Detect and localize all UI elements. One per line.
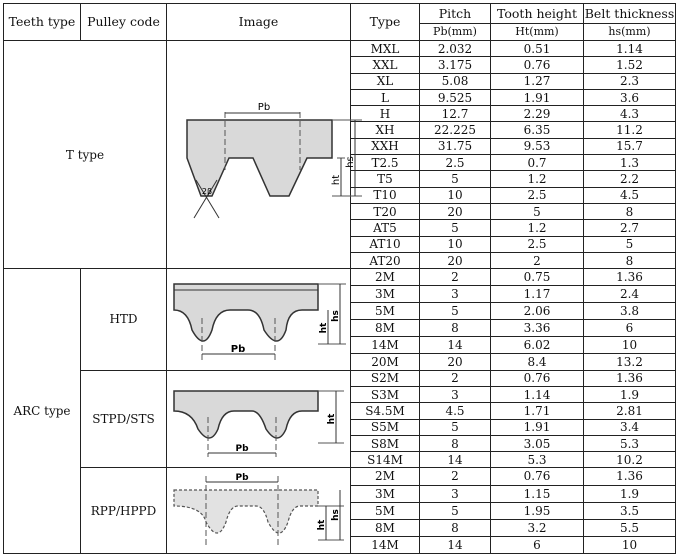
diagram-label-ht: ht xyxy=(318,323,329,334)
cell-type: 20M xyxy=(351,353,420,370)
table-row xyxy=(4,370,676,386)
cell-pitch: 2.032 xyxy=(420,41,491,57)
cell-type: S8M xyxy=(351,435,420,451)
cell-type: L xyxy=(351,89,420,105)
table-row xyxy=(4,468,676,485)
cell-belt-thickness: 4.3 xyxy=(584,106,676,122)
cell-type: 14M xyxy=(351,536,420,553)
cell-type: T5 xyxy=(351,171,420,187)
cell-belt-thickness: 1.52 xyxy=(584,57,676,73)
cell-tooth-height: 0.51 xyxy=(491,41,584,57)
cell-tooth-height: 1.91 xyxy=(491,89,584,105)
cell-belt-thickness: 1.3 xyxy=(584,155,676,171)
cell-type: XXH xyxy=(351,138,420,154)
cell-tooth-height: 1.2 xyxy=(491,220,584,236)
cell-tooth-height: 5.3 xyxy=(491,452,584,468)
cell-pitch: 14 xyxy=(420,536,491,553)
cell-belt-thickness: 10.2 xyxy=(584,452,676,468)
cell-pitch: 10 xyxy=(420,187,491,203)
timing-belt-spec-table xyxy=(3,3,676,554)
image-stpd xyxy=(167,370,351,468)
diagram-label-hs: hs xyxy=(345,155,356,168)
header-tooth-height: Tooth height xyxy=(491,4,584,24)
htd-tooth-profile-diagram xyxy=(168,270,350,368)
cell-type: MXL xyxy=(351,41,420,57)
cell-belt-thickness: 3.4 xyxy=(584,419,676,435)
cell-pitch: 5 xyxy=(420,220,491,236)
table-row xyxy=(4,41,676,57)
cell-belt-thickness: 10 xyxy=(584,336,676,353)
diagram-label-angle: 2β xyxy=(201,186,213,196)
cell-pitch: 2 xyxy=(420,468,491,485)
cell-tooth-height: 0.76 xyxy=(491,57,584,73)
cell-type: T20 xyxy=(351,203,420,219)
header-tooth-height-unit: Ht(mm) xyxy=(491,24,584,41)
cell-belt-thickness: 5.5 xyxy=(584,519,676,536)
cell-tooth-height: 2.5 xyxy=(491,187,584,203)
cell-tooth-height: 1.15 xyxy=(491,485,584,502)
header-belt-thickness-unit: hs(mm) xyxy=(584,24,676,41)
header-teeth-type: Teeth type xyxy=(4,4,81,41)
cell-type: T10 xyxy=(351,187,420,203)
cell-belt-thickness: 3.5 xyxy=(584,502,676,519)
cell-belt-thickness: 5.3 xyxy=(584,435,676,451)
cell-type: 2M xyxy=(351,468,420,485)
cell-tooth-height: 2.5 xyxy=(491,236,584,252)
cell-pitch: 20 xyxy=(420,252,491,268)
table-body xyxy=(4,41,676,554)
cell-tooth-height: 1.27 xyxy=(491,73,584,89)
cell-type: 2M xyxy=(351,269,420,286)
cell-tooth-height: 6 xyxy=(491,536,584,553)
diagram-label-ht: ht xyxy=(316,519,327,531)
cell-pitch: 2 xyxy=(420,370,491,386)
cell-type: S4.5M xyxy=(351,403,420,419)
cell-belt-thickness: 13.2 xyxy=(584,353,676,370)
cell-pitch: 31.75 xyxy=(420,138,491,154)
cell-type: 5M xyxy=(351,303,420,320)
cell-tooth-height: 1.17 xyxy=(491,286,584,303)
cell-belt-thickness: 3.8 xyxy=(584,303,676,320)
cell-tooth-height: 1.91 xyxy=(491,419,584,435)
cell-belt-thickness: 5 xyxy=(584,236,676,252)
cell-belt-thickness: 2.4 xyxy=(584,286,676,303)
cell-belt-thickness: 8 xyxy=(584,203,676,219)
header-type: Type xyxy=(351,4,420,41)
diagram-label-pb: Pb xyxy=(257,101,271,113)
image-rpp xyxy=(167,468,351,554)
cell-tooth-height: 0.7 xyxy=(491,155,584,171)
cell-tooth-height: 1.14 xyxy=(491,386,584,402)
cell-pitch: 3.175 xyxy=(420,57,491,73)
cell-tooth-height: 1.95 xyxy=(491,502,584,519)
cell-pitch: 5.08 xyxy=(420,73,491,89)
cell-pitch: 14 xyxy=(420,336,491,353)
cell-type: 8M xyxy=(351,519,420,536)
image-htd xyxy=(167,269,351,371)
cell-tooth-height: 3.2 xyxy=(491,519,584,536)
header-image: Image xyxy=(167,4,351,41)
cell-type: 3M xyxy=(351,485,420,502)
cell-type: S2M xyxy=(351,370,420,386)
diagram-label-pb: Pb xyxy=(234,472,249,483)
cell-tooth-height: 3.36 xyxy=(491,319,584,336)
cell-pitch: 20 xyxy=(420,353,491,370)
cell-type: S3M xyxy=(351,386,420,402)
cell-type: 3M xyxy=(351,286,420,303)
cell-tooth-height: 2.29 xyxy=(491,106,584,122)
cell-tooth-height: 0.75 xyxy=(491,269,584,286)
image-t-type xyxy=(167,41,356,269)
pulley-code-htd: HTD xyxy=(81,269,167,371)
diagram-label-pb: Pb xyxy=(230,344,245,356)
cell-tooth-height: 2.06 xyxy=(491,303,584,320)
cell-pitch: 14 xyxy=(420,452,491,468)
header-pitch-unit: Pb(mm) xyxy=(420,24,491,41)
cell-pitch: 5 xyxy=(420,171,491,187)
cell-tooth-height: 9.53 xyxy=(491,138,584,154)
diagram-label-ht: ht xyxy=(331,174,342,185)
cell-pitch: 12.7 xyxy=(420,106,491,122)
header-belt-thickness: Belt thickness xyxy=(584,4,676,24)
cell-pitch: 20 xyxy=(420,203,491,219)
cell-belt-thickness: 1.36 xyxy=(584,269,676,286)
cell-tooth-height: 5 xyxy=(491,203,584,219)
cell-pitch: 2 xyxy=(420,269,491,286)
cell-type: 14M xyxy=(351,336,420,353)
cell-belt-thickness: 4.5 xyxy=(584,187,676,203)
stpd-tooth-profile-diagram xyxy=(168,373,350,465)
pulley-code-stpd: STPD/STS xyxy=(81,370,167,468)
diagram-label-hs: hs xyxy=(330,310,341,323)
cell-belt-thickness: 1.36 xyxy=(584,370,676,386)
t-type-tooth-profile-diagram xyxy=(167,50,367,260)
cell-type: H xyxy=(351,106,420,122)
cell-tooth-height: 8.4 xyxy=(491,353,584,370)
pulley-code-rpp: RPP/HPPD xyxy=(81,468,167,554)
cell-belt-thickness: 1.9 xyxy=(584,386,676,402)
header-pitch: Pitch xyxy=(420,4,491,24)
group-t-type: T type xyxy=(4,41,167,269)
cell-belt-thickness: 8 xyxy=(584,252,676,268)
cell-type: S14M xyxy=(351,452,420,468)
cell-tooth-height: 0.76 xyxy=(491,468,584,485)
header-pulley-code: Pulley code xyxy=(81,4,167,41)
cell-tooth-height: 0.76 xyxy=(491,370,584,386)
cell-type: AT5 xyxy=(351,220,420,236)
cell-tooth-height: 6.35 xyxy=(491,122,584,138)
cell-pitch: 3 xyxy=(420,485,491,502)
cell-belt-thickness: 1.36 xyxy=(584,468,676,485)
cell-pitch: 5 xyxy=(420,303,491,320)
cell-pitch: 5 xyxy=(420,502,491,519)
cell-belt-thickness: 10 xyxy=(584,536,676,553)
diagram-label-ht: ht xyxy=(326,413,337,425)
cell-type: XXL xyxy=(351,57,420,73)
cell-pitch: 5 xyxy=(420,419,491,435)
cell-tooth-height: 6.02 xyxy=(491,336,584,353)
cell-type: 8M xyxy=(351,319,420,336)
cell-pitch: 8 xyxy=(420,519,491,536)
cell-belt-thickness: 1.9 xyxy=(584,485,676,502)
cell-pitch: 8 xyxy=(420,435,491,451)
cell-type: T2.5 xyxy=(351,155,420,171)
diagram-label-hs: hs xyxy=(330,508,341,521)
cell-type: XH xyxy=(351,122,420,138)
cell-pitch: 8 xyxy=(420,319,491,336)
table-row xyxy=(4,269,676,286)
cell-belt-thickness: 2.81 xyxy=(584,403,676,419)
cell-pitch: 4.5 xyxy=(420,403,491,419)
cell-belt-thickness: 2.3 xyxy=(584,73,676,89)
cell-pitch: 3 xyxy=(420,286,491,303)
cell-tooth-height: 1.2 xyxy=(491,171,584,187)
cell-pitch: 10 xyxy=(420,236,491,252)
diagram-label-pb: Pb xyxy=(234,444,249,455)
cell-pitch: 9.525 xyxy=(420,89,491,105)
cell-pitch: 3 xyxy=(420,386,491,402)
cell-pitch: 22.225 xyxy=(420,122,491,138)
cell-type: XL xyxy=(351,73,420,89)
cell-belt-thickness: 3.6 xyxy=(584,89,676,105)
cell-type: AT20 xyxy=(351,252,420,268)
cell-belt-thickness: 11.2 xyxy=(584,122,676,138)
cell-type: 5M xyxy=(351,502,420,519)
cell-pitch: 2.5 xyxy=(420,155,491,171)
cell-type: AT10 xyxy=(351,236,420,252)
cell-belt-thickness: 2.2 xyxy=(584,171,676,187)
cell-type: S5M xyxy=(351,419,420,435)
cell-tooth-height: 1.71 xyxy=(491,403,584,419)
group-arc-type: ARC type xyxy=(4,269,81,554)
rpp-tooth-profile-diagram xyxy=(168,470,350,552)
cell-belt-thickness: 15.7 xyxy=(584,138,676,154)
cell-tooth-height: 2 xyxy=(491,252,584,268)
cell-belt-thickness: 2.7 xyxy=(584,220,676,236)
cell-tooth-height: 3.05 xyxy=(491,435,584,451)
cell-belt-thickness: 1.14 xyxy=(584,41,676,57)
cell-belt-thickness: 6 xyxy=(584,319,676,336)
